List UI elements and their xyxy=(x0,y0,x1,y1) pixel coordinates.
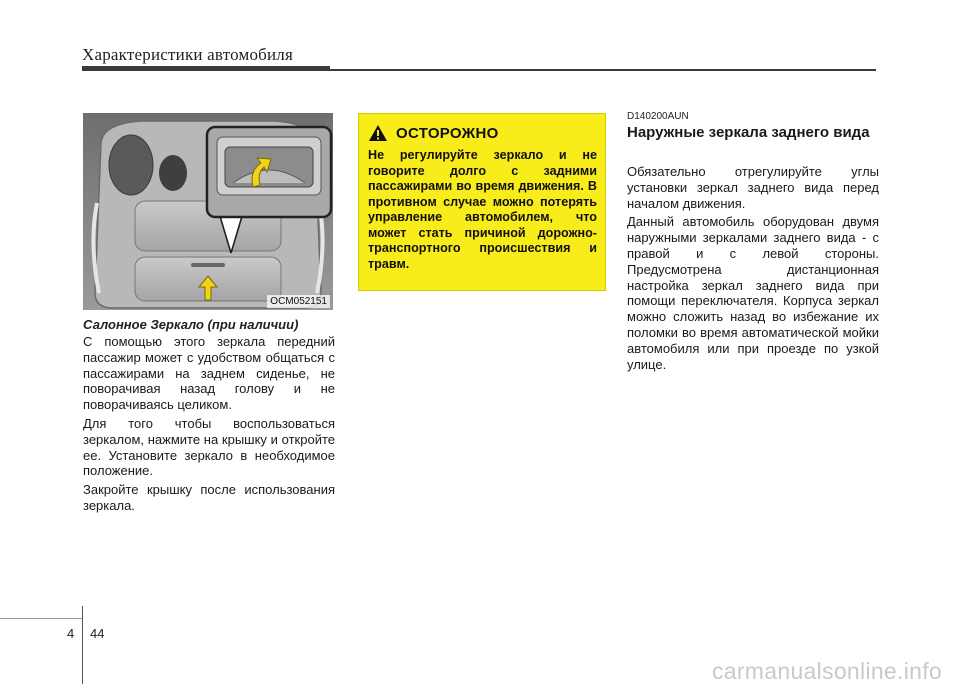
warning-header xyxy=(368,124,597,142)
warning-triangle-icon xyxy=(368,124,388,142)
paragraph: С помощью этого зеркала передний пассажир может с удобством общаться с пассажирами на заднем сиденье, не поворачивая назад голову и не поворачиваясь целиком. xyxy=(83,334,335,413)
section-body xyxy=(627,164,879,375)
warning-text: Не регулируйте зеркало и не говорите долго с задними пассажирами во время движения. В противном случае можно потерять управление автомобилем, что может стать причиной дорожно-транспортного происшествия и травм. xyxy=(368,148,597,271)
paragraph: Данный автомобиль оборудован двумя наружными зеркалами заднего вида - с правой и с левой стороны. Предусмотрена дистанционная настройка зеркал заднего вида при помощи переключателя. Корпуса зеркал можно сложить назад во избежание их поломки во время автоматической мойки автомобиля или при проезде по узкой улице. xyxy=(627,214,879,372)
header-rule-thin xyxy=(330,69,876,71)
warning-title: ОСТОРОЖНО xyxy=(396,124,499,142)
figure-caption: Салонное Зеркало (при наличии) xyxy=(83,317,299,332)
figure-code: OCM052151 xyxy=(267,295,330,308)
header-rule-thick xyxy=(82,66,330,71)
paragraph: Для того чтобы воспользоваться зеркалом, нажмите на крышку и откройте ее. Установите зеркало в необходимое положение. xyxy=(83,415,335,479)
arrow-up-icon xyxy=(198,275,218,301)
chapter-number: 4 xyxy=(67,626,75,641)
paragraph: Обязательно отрегулируйте углы установки зеркал заднего вида перед началом движения. xyxy=(627,164,879,211)
footer-divider xyxy=(82,606,83,684)
mirror-illustration xyxy=(83,113,333,310)
section-title: Наружные зеркала заднего вида xyxy=(627,124,870,141)
page-number: 44 xyxy=(90,626,105,641)
mirror-instructions xyxy=(83,334,335,517)
section-code: D140200AUN xyxy=(627,111,689,122)
warning-box xyxy=(358,113,606,291)
footer-rule xyxy=(0,618,82,619)
curved-arrow-icon xyxy=(247,155,275,191)
watermark: carmanualsonline.info xyxy=(711,658,942,684)
paragraph: Закройте крышку после использования зеркала. xyxy=(83,482,335,513)
page-header-title: Характеристики автомобиля xyxy=(82,45,293,64)
